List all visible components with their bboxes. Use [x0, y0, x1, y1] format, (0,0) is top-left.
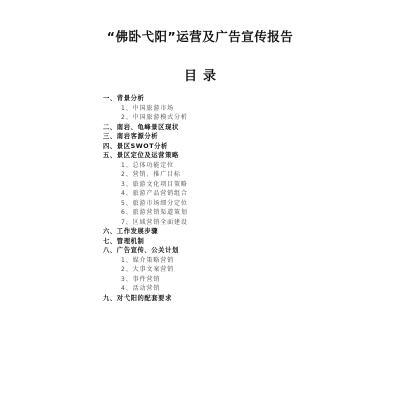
- toc-subitem: 3、事件营销: [121, 275, 161, 283]
- toc-item: 八、广告宣传、公关计划: [103, 247, 179, 254]
- toc-subitem: 1、总体功能定位: [121, 161, 175, 169]
- toc-subitem: 1、媒介策略营销: [121, 256, 175, 264]
- toc-subitem: 2、大事文案营销: [121, 266, 175, 273]
- toc-subitem: 7、区域营销全面建设: [121, 218, 188, 226]
- document-title: “佛卧弋阳”运营及广告宣传报告: [106, 29, 294, 44]
- toc-subitem: 1、中国旅游市场: [121, 104, 175, 112]
- toc-item: 一、背景分析: [103, 95, 145, 102]
- table-of-contents: [103, 94, 363, 303]
- toc-item: 九、对弋阳的配套要求: [103, 294, 172, 302]
- toc-subitem: 4、旅游产品营销组合: [121, 190, 188, 197]
- toc-subitem: 2、中国旅游模式分析: [121, 114, 188, 121]
- toc-item: 七、管理机制: [103, 237, 145, 245]
- toc-heading: 目录: [183, 69, 222, 84]
- toc-subitem: 6、旅游营销渠道策划: [121, 209, 188, 216]
- toc-subitem: 2、营销、推广目标: [121, 171, 181, 178]
- toc-item: 五、景区定位及运营策略: [103, 152, 179, 159]
- toc-item: 四、景区SWOT分析: [103, 142, 168, 150]
- toc-item: 三、南岩客源分析: [103, 133, 159, 140]
- toc-item: 二、南岩、龟峰景区现状: [103, 123, 179, 131]
- toc-subitem: 3、旅游文化项目策略: [121, 180, 188, 188]
- toc-item: 六、工作发展步骤: [103, 228, 159, 235]
- toc-subitem: 4、活动营销: [121, 285, 161, 292]
- toc-subitem: 5、旅游市场细分定位: [121, 199, 188, 207]
